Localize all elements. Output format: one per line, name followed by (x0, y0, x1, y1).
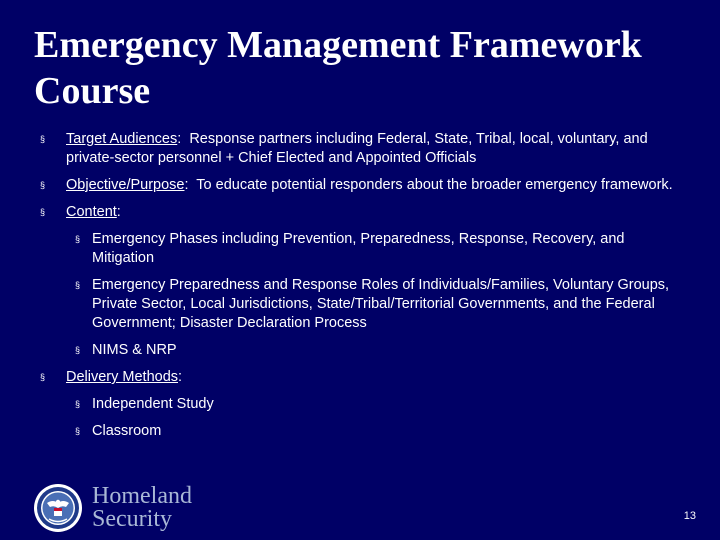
sub-bullet-independent-study (40, 395, 680, 414)
bullet-marker: § (75, 426, 81, 436)
bullet-objective (40, 176, 680, 195)
bullet-delivery (40, 368, 680, 387)
logo-line-1: Homeland (92, 483, 192, 509)
logo-line-2: Security (92, 506, 172, 532)
sub-bullet-roles (40, 276, 680, 333)
slide-content (40, 130, 680, 449)
bullet-separator: : (177, 131, 182, 147)
bullet-label: Objective/Purpose (66, 177, 185, 193)
bullet-marker: § (40, 134, 46, 144)
slide-title: Emergency Management Framework Course (34, 24, 642, 112)
bullet-marker: § (75, 345, 81, 355)
bullet-separator: : (116, 204, 121, 220)
bullet-marker: § (75, 234, 81, 244)
sub-bullet-text: Emergency Preparedness and Response Roles of Individuals/Families, Voluntary Groups, Private Sector, Local Jurisdictions, State/Tribal/Territorial Governments, and the Federal Government; Disaster Declaration Process (92, 277, 670, 331)
bullet-separator: : (178, 369, 183, 385)
bullet-marker: § (40, 207, 46, 217)
dhs-seal-icon (33, 483, 83, 533)
bullet-separator: : (184, 177, 189, 193)
bullet-content (40, 203, 680, 222)
sub-bullet-text: Emergency Phases including Prevention, Preparedness, Response, Recovery, and Mitigation (92, 231, 625, 266)
bullet-marker: § (40, 180, 46, 190)
sub-bullet-classroom (40, 422, 680, 441)
sub-bullet-nims (40, 341, 680, 360)
dhs-logo (33, 482, 233, 534)
bullet-target-audiences (40, 130, 680, 168)
sub-bullet-text: Classroom (92, 423, 162, 439)
bullet-marker: § (75, 280, 81, 290)
bullet-marker: § (75, 399, 81, 409)
sub-bullet-text: NIMS & NRP (92, 342, 177, 358)
page-number: 13 (683, 510, 696, 522)
bullet-label: Delivery Methods (66, 369, 179, 385)
sub-bullet-phases (40, 230, 680, 268)
bullet-label: Content (66, 204, 117, 220)
sub-bullet-text: Independent Study (92, 396, 214, 412)
bullet-marker: § (40, 372, 46, 382)
logo-wordmark (92, 485, 192, 531)
bullet-text: To educate potential responders about the broader emergency framework. (188, 177, 673, 193)
bullet-label: Target Audiences (66, 131, 178, 147)
bullet-text: Response partners including Federal, State, Tribal, local, voluntary, and private-sector personnel + Chief Elected and Appointed Officials (66, 131, 652, 166)
